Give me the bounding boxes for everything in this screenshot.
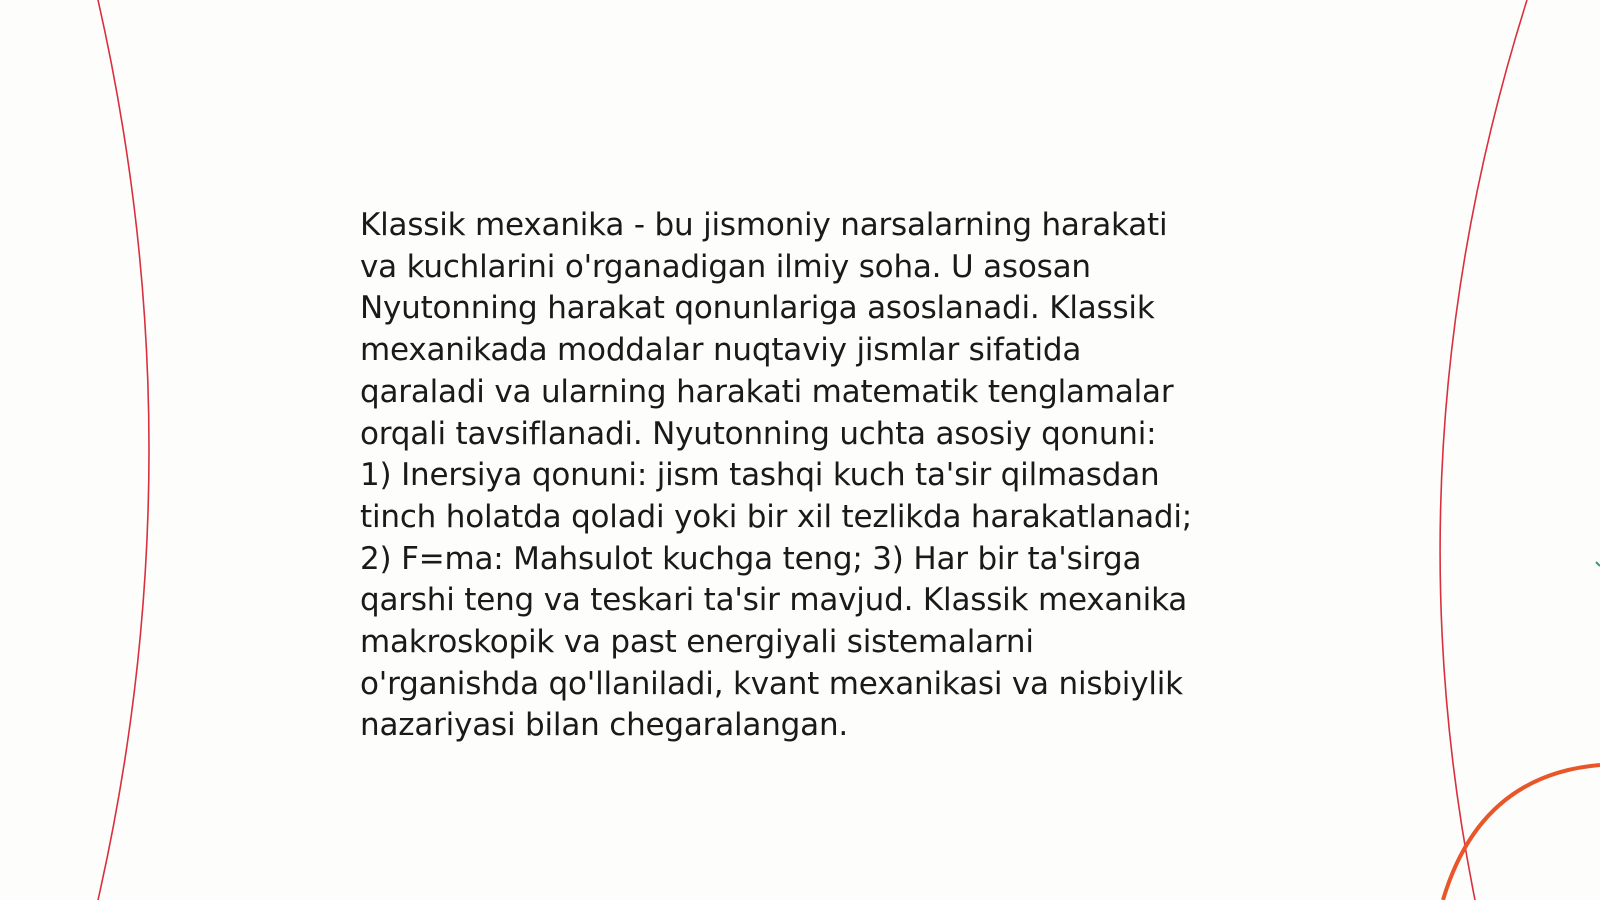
paragraph-line: Klassik mexanika - bu jismoniy narsalarning harakati: [360, 207, 1168, 243]
paragraph-line: o'rganishda qo'llaniladi, kvant mexanikasi va nisbiylik: [360, 665, 1183, 702]
paragraph-line: Nyutonning harakat qonunlariga asoslanadi. Klassik: [360, 290, 1155, 327]
right-arc-line: [1440, 0, 1527, 900]
left-arc-line: [98, 0, 149, 900]
tick-mark: [1596, 562, 1600, 566]
paragraph-line: mexanikada moddalar nuqtaviy jismlar sifatida: [360, 332, 1082, 369]
paragraph-line: tinch holatda qoladi yoki bir xil tezlikda harakatlanadi;: [360, 498, 1193, 535]
paragraph-line: qarshi teng va teskari ta'sir mavjud. Klassik mexanika: [360, 582, 1188, 619]
paragraph-line: 2) F=ma: Mahsulot kuchga teng; 3) Har bir ta'sirga: [360, 540, 1142, 577]
paragraph-line: 1) Inersiya qonuni: jism tashqi kuch ta'sir qilmasdan: [360, 457, 1160, 494]
paragraph-line: qaraladi va ularning harakati matematik tenglamalar: [360, 373, 1174, 410]
body-paragraph: [360, 205, 1240, 747]
paragraph-line: makroskopik va past energiyali sistemalarni: [360, 624, 1034, 661]
paragraph-line: orqali tavsiflanadi. Nyutonning uchta asosiy qonuni:: [360, 415, 1157, 452]
paragraph-line: nazariyasi bilan chegaralangan.: [360, 707, 849, 744]
paragraph-line: va kuchlarini o'rganadigan ilmiy soha. U asosan: [360, 248, 1091, 285]
corner-arc: [1443, 765, 1600, 900]
